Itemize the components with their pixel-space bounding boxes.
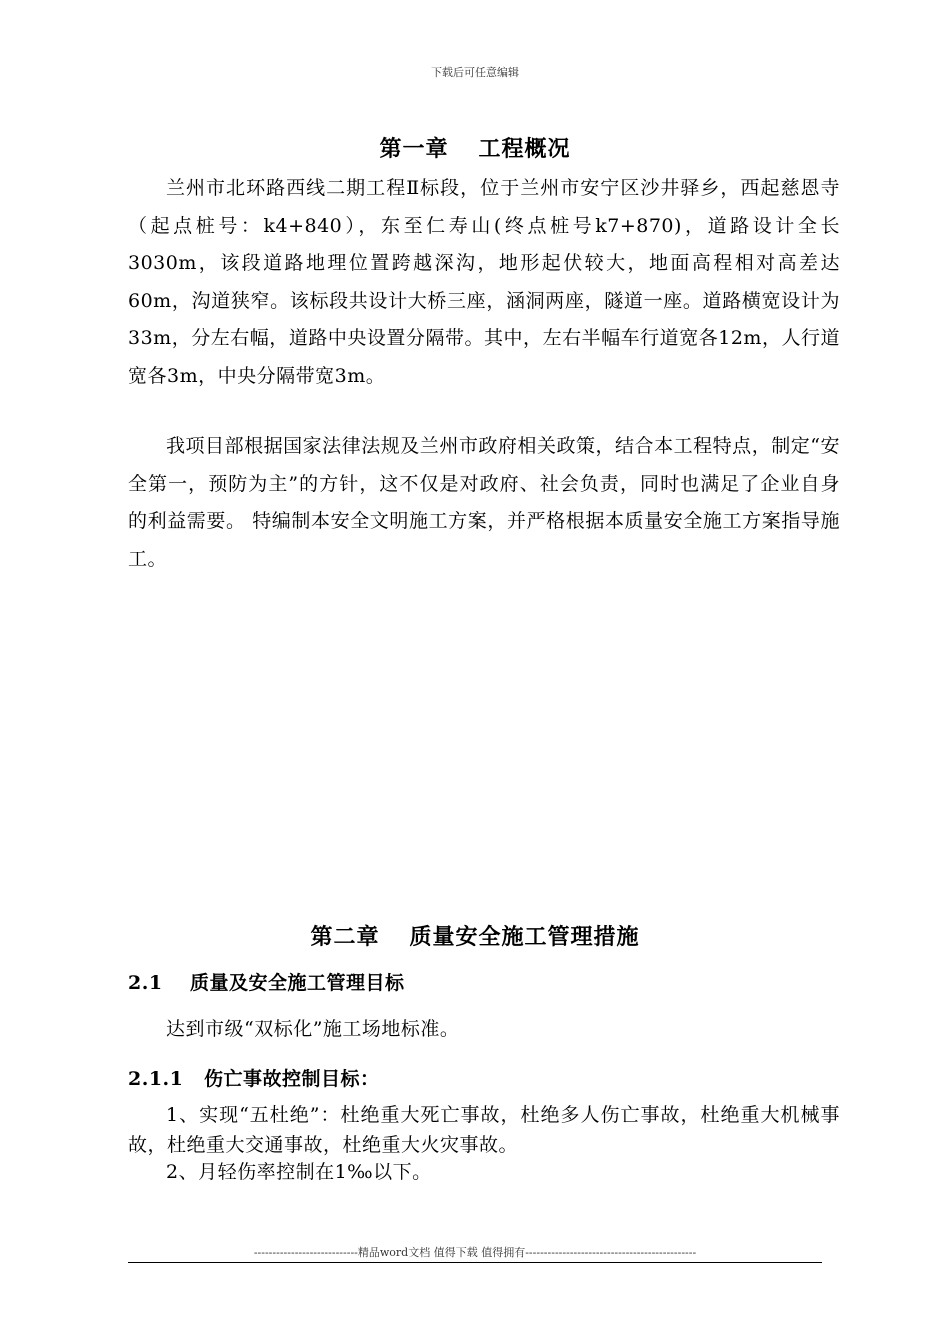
header-note: 下载后可任意编辑 <box>431 66 519 79</box>
chapter-1-paragraph-2: 我项目部根据国家法律法规及兰州市政府相关政策，结合本工程特点，制定“安全第一，预防为主”的方针，这不仅是对政府、社会负责，同时也满足了企业自身的利益需要。 特编制本安全文明施工方案，并严格根据本质量安全施工方案指导施工。 <box>128 435 840 570</box>
chapter-2-name: 质量安全施工管理措施 <box>409 924 640 950</box>
chapter-2-title <box>0 920 950 951</box>
chapter-1-paragraph-1: 兰州市北环路西线二期工程Ⅱ标段，位于兰州市安宁区沙井驿乡，西起慈恩寺（起点桩号：k4+840），东至仁寿山(终点桩号k7+870)，道路设计全长3030m，该段道路地理位置跨越深沟，地形起伏较大，地面高程相对高差达60m，沟道狭窄。该标段共设计大桥三座，涵洞两座，隧道一座。道路横宽设计为33m，分左右幅，道路中央设置分隔带。其中，左右半幅车行道宽各12m，人行道宽各3m，中央分隔带宽3m。 <box>128 177 840 387</box>
section-2-1-title: 质量及安全施工管理目标 <box>190 972 405 994</box>
section-2-1-1-number: 2.1.1 <box>128 1068 184 1090</box>
chapter-1-name: 工程概况 <box>478 136 571 162</box>
footer-divider <box>128 1262 822 1263</box>
list-item: 2、月轻伤率控制在1‰以下。 <box>166 1161 432 1183</box>
chapter-2-number: 第二章 <box>310 924 380 950</box>
list-item: 1、实现“五杜绝”：杜绝重大死亡事故，杜绝多人伤亡事故，杜绝重大机械事故，杜绝重大交通事故，杜绝重大火灾事故。 <box>128 1104 840 1156</box>
footer-note: ----------------------------精品word文档 值得下载 值得拥有---------------------------------------------- <box>253 1246 697 1259</box>
chapter-1-title <box>0 132 950 163</box>
section-2-1-number: 2.1 <box>128 972 163 994</box>
section-2-1-text: 达到市级“双标化”施工场地标准。 <box>166 1018 460 1040</box>
section-2-1-1-title: 伤亡事故控制目标： <box>204 1068 380 1090</box>
section-2-1-heading <box>128 968 405 995</box>
section-2-1-1-heading <box>128 1064 380 1091</box>
chapter-1-number: 第一章 <box>379 136 449 162</box>
